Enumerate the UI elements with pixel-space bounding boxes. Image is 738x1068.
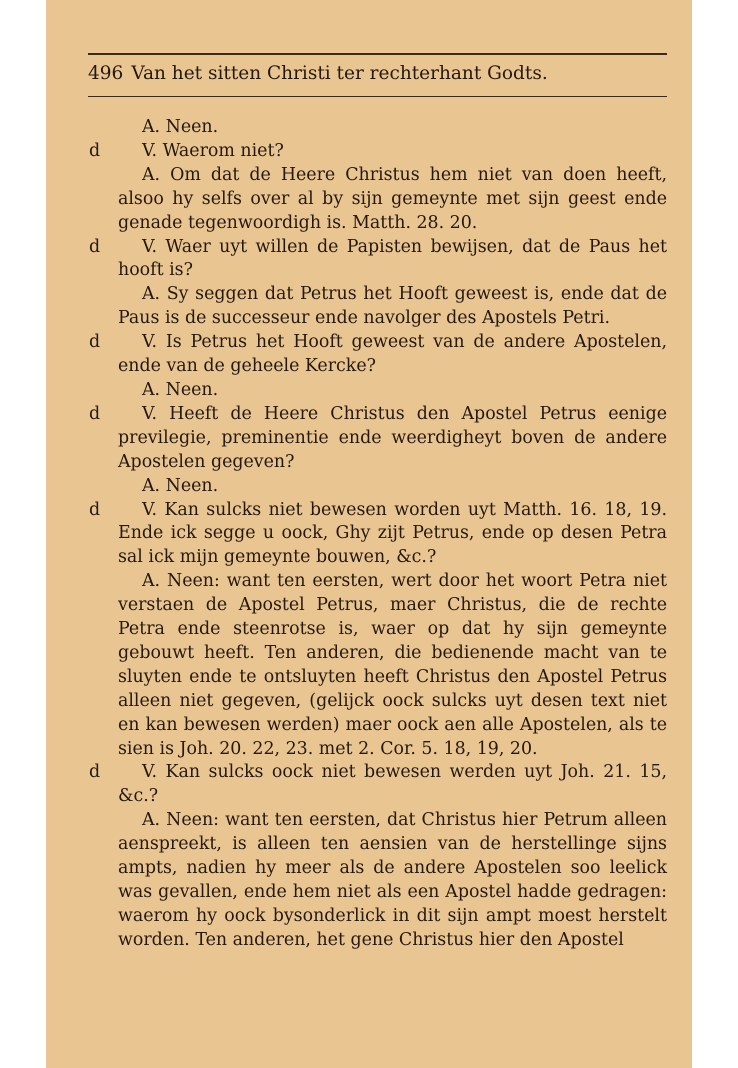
header-top-rule bbox=[88, 53, 667, 55]
paragraph-text: A. Neen. bbox=[142, 475, 219, 496]
paragraph-text: A. Neen: want ten eersten, wert door het woort Petra niet verstaen de Apostel Petrus, maer Christus, die de rechte Petra ende steenrotse is, waer op dat hy sijn gemeynte gebouwt heeft. Ten anderen, die bedienende macht van te sluyten ende te ontsluyten heeft Christus den Apostel Petrus alleen niet gegeven, (gelijck oock sulcks uyt desen text niet en kan bewesen werden) maer oock aen alle Apostelen, als te sien is Joh. 20. 22, 23. met 2. Cor. 5. 18, 19, 20. bbox=[118, 571, 667, 759]
answer-paragraph bbox=[118, 809, 667, 952]
question-paragraph bbox=[89, 499, 667, 571]
question-paragraph bbox=[89, 236, 667, 284]
margin-mark: d bbox=[89, 762, 101, 783]
answer-paragraph bbox=[118, 570, 667, 761]
margin-mark: d bbox=[89, 403, 101, 424]
paragraph-text: V. Kan sulcks niet bewesen worden uyt Matth. 16. 18, 19. Ende ick segge u oock, Ghy zijt Petrus, ende op desen Petra sal ick mijn gemeynte bouwen, &c.? bbox=[118, 499, 667, 568]
answer-paragraph bbox=[118, 475, 667, 499]
page-number: 496 bbox=[88, 63, 124, 84]
answer-paragraph bbox=[118, 379, 667, 403]
question-paragraph bbox=[89, 403, 667, 475]
paragraph-text: A. Sy seggen dat Petrus het Hooft geweest is, ende dat de Paus is de successeur ende navolger des Apostels Petri. bbox=[118, 284, 667, 329]
paragraph-text: V. Waer uyt willen de Papisten bewijsen, dat de Paus het hooft is? bbox=[118, 236, 667, 281]
paragraph-text: V. Heeft de Heere Christus den Apostel Petrus eenige previlegie, preminentie ende weerdigheyt boven de andere Apostelen gegeven? bbox=[118, 403, 667, 472]
margin-mark: d bbox=[89, 140, 101, 161]
paragraph-text: A. Om dat de Heere Christus hem niet van doen heeft, alsoo hy selfs over al by sijn gemeynte met sijn geest ende genade tegenwoordigh is. Matth. 28. 20. bbox=[118, 164, 667, 233]
paragraph-text: V. Is Petrus het Hooft geweest van de andere Apostelen, ende van de geheele Kercke? bbox=[118, 332, 667, 377]
running-title: Van het sitten Christi ter rechterhant Godts. bbox=[131, 63, 548, 84]
paragraph-text: A. Neen. bbox=[142, 379, 219, 400]
margin-mark: d bbox=[89, 499, 101, 520]
answer-paragraph bbox=[118, 164, 667, 236]
header-bottom-rule bbox=[88, 96, 667, 97]
paragraph-text: A. Neen. bbox=[142, 117, 219, 137]
running-header bbox=[88, 62, 667, 86]
paragraph-text: A. Neen: want ten eersten, dat Christus hier Petrum alleen aenspreekt, is alleen ten aensien van de herstellinge sijns ampts, nadien hy meer als de andere Apostelen soo leelick was gevallen, ende hem niet als een Apostel hadde gedragen: waerom hy oock bysonderlick in dit sijn ampt moest herstelt worden. Ten anderen, het gene Christus hier den Apostel bbox=[118, 810, 667, 950]
answer-paragraph bbox=[118, 116, 667, 140]
margin-mark: d bbox=[89, 332, 101, 353]
page-body bbox=[89, 116, 667, 953]
paragraph-text: V. Kan sulcks oock niet bewesen werden uyt Joh. 21. 15, &c.? bbox=[118, 762, 667, 807]
answer-paragraph bbox=[118, 283, 667, 331]
question-paragraph bbox=[89, 140, 667, 164]
margin-mark: d bbox=[89, 236, 101, 257]
paragraph-text: V. Waerom niet? bbox=[142, 140, 284, 161]
question-paragraph bbox=[89, 331, 667, 379]
question-paragraph bbox=[89, 761, 667, 809]
